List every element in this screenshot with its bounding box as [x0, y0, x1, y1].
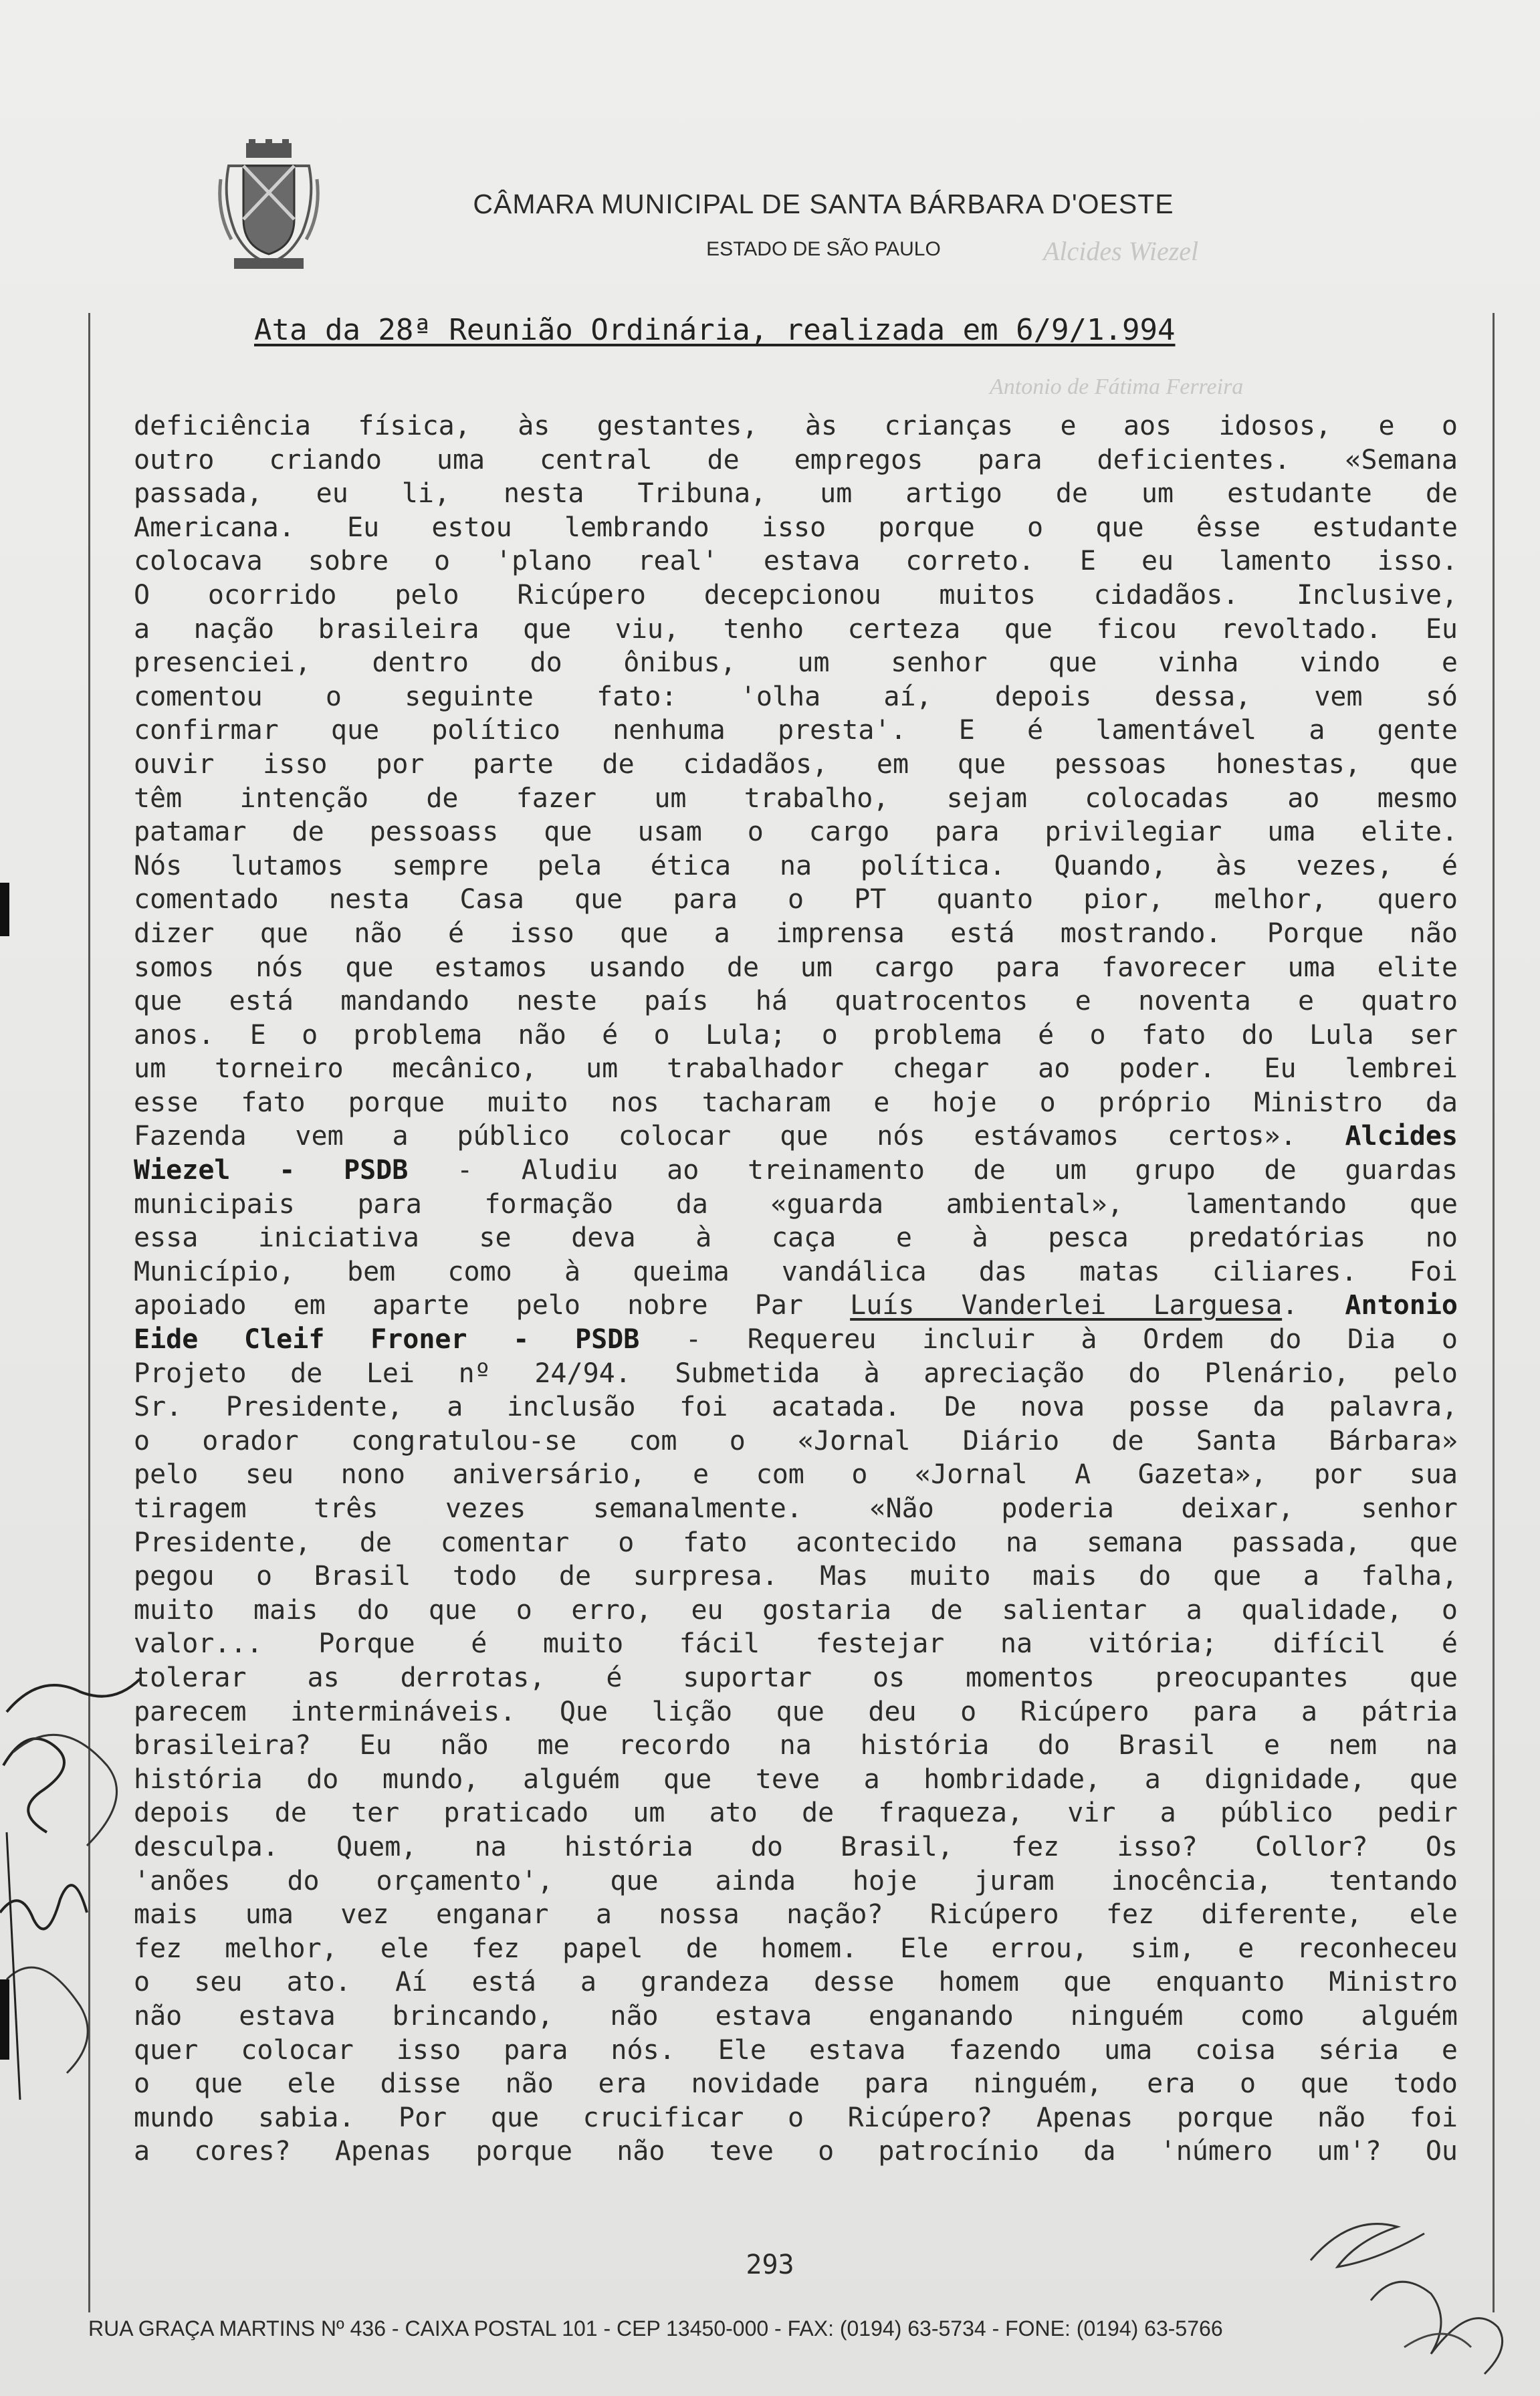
body-line-segment: Fazenda vem a público colocar que nós estávamos certos».: [134, 1121, 1297, 1152]
body-line-mixed: [134, 1119, 1458, 1154]
body-line-mixed: [134, 1154, 1458, 1188]
body-line-mixed: [134, 1323, 1458, 1357]
body-line: têm intenção de fazer um trabalho, sejam colocadas ao mesmo: [134, 782, 1458, 814]
body-line: comentou o seguinte fato: 'olha aí, depois dessa, vem só: [134, 681, 1458, 712]
body-line: fez melhor, ele fez papel de homem. Ele errou, sim, e reconheceu: [134, 1933, 1458, 1964]
body-line: pelo seu nono aniversário, e com o «Jornal A Gazeta», por sua: [134, 1459, 1458, 1491]
document-title: Ata da 28ª Reunião Ordinária, realizada em 6/9/1.994: [254, 313, 1176, 347]
body-line: Presidente, de comentar o fato acontecido na semana passada, que: [134, 1527, 1458, 1558]
underlined-name: Luís Vanderlei Larguesa: [850, 1290, 1283, 1321]
body-line: ouvir isso por parte de cidadãos, em que pessoas honestas, que: [134, 748, 1458, 780]
body-line: que está mandando neste país há quatrocentos e noventa e quatro: [134, 986, 1458, 1017]
body-line: 'anões do orçamento', que ainda hoje juram inocência, tentando: [134, 1865, 1458, 1896]
body-line-segment: - Requereu incluir à Ordem do Dia o: [685, 1324, 1458, 1355]
body-line: Americana. Eu estou lembrando isso porque o que êsse estudante: [134, 512, 1458, 543]
body-line: pegou o Brasil todo de surpresa. Mas muito mais do que a falha,: [134, 1561, 1458, 1592]
scan-edge-mark: [0, 1979, 9, 2060]
institution-state: ESTADO DE SÃO PAULO: [706, 238, 941, 260]
body-line: anos. E o problema não é o Lula; o problema é o fato do Lula ser: [134, 1019, 1458, 1051]
body-line: depois de ter praticado um ato de fraqueza, vir a público pedir: [134, 1798, 1458, 1829]
speaker-name: Antonio: [1345, 1290, 1458, 1321]
body-line: passada, eu li, nesta Tribuna, um artigo de um estudante de: [134, 478, 1458, 510]
body-line: história do mundo, alguém que teve a hombridade, a dignidade, que: [134, 1763, 1458, 1795]
speaker-name: Wiezel - PSDB: [134, 1155, 409, 1186]
minutes-body: [134, 409, 1458, 2202]
margin-signatures-icon: [0, 1632, 160, 2100]
body-line: quer colocar isso para nós. Ele estava fazendo uma coisa séria e: [134, 2034, 1458, 2066]
body-line: somos nós que estamos usando de um cargo para favorecer uma elite: [134, 952, 1458, 983]
initials-signature-icon: [1297, 2187, 1525, 2387]
body-line: muito mais do que o erro, eu gostaria de salientar a qualidade, o: [134, 1594, 1458, 1626]
institution-name: CÂMARA MUNICIPAL DE SANTA BÁRBARA D'OESTE: [473, 189, 1174, 219]
body-line: deficiência física, às gestantes, às crianças e aos idosos, e o: [134, 411, 1458, 441]
body-line: valor... Porque é muito fácil festejar na vitória; difícil é: [134, 1628, 1458, 1660]
body-line: mais uma vez enganar a nossa nação? Ricúpero fez diferente, ele: [134, 1899, 1458, 1931]
scan-edge-mark: [0, 883, 9, 936]
body-line: Nós lutamos sempre pela ética na política. Quando, às vezes, é: [134, 850, 1458, 881]
body-line-segment: - Aludiu ao treinamento de um grupo de guardas: [457, 1155, 1458, 1186]
body-line: presenciei, dentro do ônibus, um senhor que vinha vindo e: [134, 647, 1458, 679]
body-line: brasileira? Eu não me recordo na história do Brasil e nem na: [134, 1730, 1458, 1761]
footer-address: RUA GRAÇA MARTINS Nº 436 - CAIXA POSTAL 101 - CEP 13450-000 - FAX: (0194) 63-5734 - FONE: (0194) 63-5766: [88, 2316, 1223, 2340]
body-line: o seu ato. Aí está a grandeza desse homem que enquanto Ministro: [134, 1967, 1458, 1998]
body-line: Sr. Presidente, a inclusão foi acatada. De nova posse da palavra,: [134, 1392, 1458, 1423]
speaker-name: Eide Cleif Froner - PSDB: [134, 1324, 640, 1355]
body-line: a nação brasileira que viu, tenho certeza que ficou revoltado. Eu: [134, 613, 1458, 645]
bleedthrough-name-2: Antonio de Fátima Ferreira: [990, 374, 1244, 399]
body-line-mixed: [134, 1289, 1458, 1323]
body-line-segment: apoiado em aparte pelo nobre Par: [134, 1290, 803, 1321]
body-line: patamar de pessoass que usam o cargo para privilegiar uma elite.: [134, 816, 1458, 848]
body-line-segment: .: [1282, 1290, 1299, 1321]
body-line: esse fato porque muito nos tacharam e hoje o próprio Ministro da: [134, 1087, 1458, 1118]
body-line: [134, 2169, 1458, 2203]
speaker-name: Alcides: [1345, 1121, 1458, 1152]
body-line: comentado nesta Casa que para o PT quanto pior, melhor, quero: [134, 884, 1458, 915]
body-line: essa iniciativa se deva à caça e à pesca predatórias no: [134, 1222, 1458, 1254]
body-line: colocava sobre o 'plano real' estava correto. E eu lamento isso.: [134, 546, 1458, 577]
body-line: O ocorrido pelo Ricúpero decepcionou muitos cidadãos. Inclusive,: [134, 579, 1458, 611]
bleedthrough-name-1: Alcides Wiezel: [1043, 236, 1199, 266]
page-number: 293: [746, 2250, 794, 2280]
body-line: não estava brincando, não estava enganando ninguém como alguém: [134, 2000, 1458, 2032]
body-line: um torneiro mecânico, um trabalhador chegar ao poder. Eu lembrei: [134, 1053, 1458, 1085]
body-line: confirmar que político nenhuma presta'. E é lamentável a gente: [134, 715, 1458, 746]
right-margin-rule: [1493, 313, 1495, 2312]
body-line: dizer que não é isso que a imprensa está mostrando. Porque não: [134, 917, 1458, 949]
body-line: desculpa. Quem, na história do Brasil, fez isso? Collor? Os: [134, 1831, 1458, 1862]
body-line: tiragem três vezes semanalmente. «Não poderia deixar, senhor: [134, 1493, 1458, 1524]
body-line: o orador congratulou-se com o «Jornal Diário de Santa Bárbara»: [134, 1425, 1458, 1456]
body-line: a cores? Apenas porque não teve o patrocínio da 'número um'? Ou: [134, 2136, 1458, 2167]
body-line: Projeto de Lei nº 24/94. Submetida à apreciação do Plenário, pelo: [134, 1357, 1458, 1389]
body-line: outro criando uma central de empregos para deficientes. «Semana: [134, 444, 1458, 475]
body-line: parecem intermináveis. Que lição que deu o Ricúpero para a pátria: [134, 1696, 1458, 1727]
body-line: municipais para formação da «guarda ambiental», lamentando que: [134, 1188, 1458, 1220]
body-line: mundo sabia. Por que crucificar o Ricúpero? Apenas porque não foi: [134, 2102, 1458, 2133]
body-line: o que ele disse não era novidade para ninguém, era o que todo: [134, 2068, 1458, 2100]
body-line: tolerar as derrotas, é suportar os momentos preocupantes que: [134, 1662, 1458, 1693]
body-line: Município, bem como à queima vandálica das matas ciliares. Foi: [134, 1256, 1458, 1287]
